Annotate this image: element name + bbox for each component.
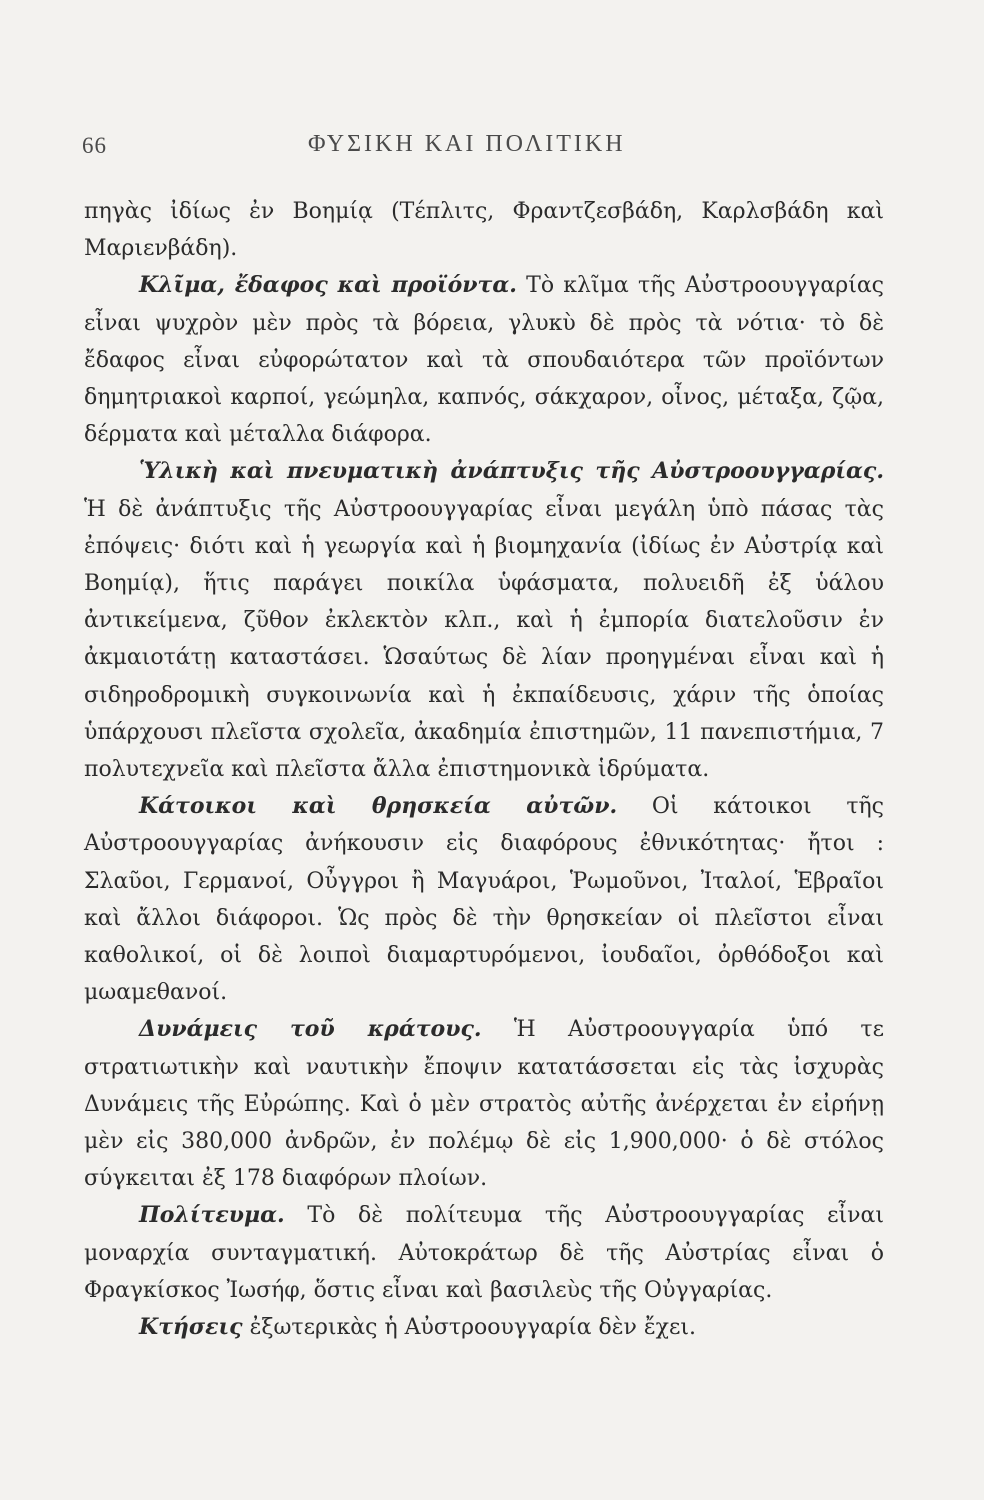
paragraph-forces — [84, 1011, 884, 1197]
section-heading-inhabitants: Κάτοικοι καὶ θρησκεία αὐτῶν. — [139, 793, 618, 820]
body-text — [84, 193, 884, 1346]
section-heading-possessions: Κτήσεις — [139, 1314, 243, 1341]
paragraph-text: Τὸ κλῖμα τῆς Αὐστροουγγαρίας εἶναι ψυχρὸν μὲν πρὸς τὰ βόρεια, γλυκὺ δὲ πρὸς τὰ νότια· τὸ δὲ ἔδαφος εἶναι εὐφορώτατον καὶ τὰ σπουδαιότερα τῶν προϊόντων δημητριακοὶ καρποί, γεώμηλα, καπνός, σάκχαρον, οἶνος, μέταξα, ζῷα, δέρματα καὶ μέταλλα διάφορα. — [84, 273, 885, 448]
paragraph-continuation — [84, 193, 884, 267]
paragraph-text: Οἱ κάτοικοι τῆς Αὐστροουγγαρίας ἀνήκουσιν εἰς διαφόρους ἐθνικότητας· ἤτοι : Σλαῦοι, Γερμανοί, Οὖγγροι ἢ Μαγυάροι, Ῥωμοῦνοι, Ἰταλοί, Ἑβραῖοι καὶ ἄλλοι διάφοροι. Ὡς πρὸς δὲ τὴν θρησκείαν οἱ πλεῖστοι εἶναι καθολικοί, οἱ δὲ λοιποὶ διαμαρτυρόμενοι, ἰουδαῖοι, ὀρθόδοξοι καὶ μωαμεθανοί. — [84, 794, 884, 1006]
section-heading-polity: Πολίτευμα. — [139, 1202, 285, 1229]
paragraph-inhabitants — [84, 788, 884, 1011]
paragraph-text: Ἡ Αὐστροουγγαρία ὑπό τε στρατιωτικὴν καὶ ναυτικὴν ἔποψιν κατατάσσεται εἰς τὰς ἰσχυρὰς Δυνάμεις τῆς Εὐρώπης. Καὶ ὁ μὲν στρατὸς αὐτῆς ἀνέρχεται ἐν εἰρήνῃ μὲν εἰς 380,000 ἀνδρῶν, ἐν πολέμῳ δὲ εἰς 1,900,000· ὁ δὲ στόλος σύγκειται ἐξ 178 διαφόρων πλοίων. — [84, 1017, 884, 1192]
section-heading-forces: Δυνάμεις τοῦ κράτους. — [139, 1016, 482, 1043]
section-heading-climate: Κλῖμα, ἔδαφος καὶ προϊόντα. — [139, 272, 517, 299]
running-title: ΦΥΣΙΚΗ ΚΑΙ ΠΟΛΙΤΙΚΗ — [308, 131, 626, 157]
paragraph-text: ἐξωτερικὰς ἡ Αὐστροουγγαρία δὲν ἔχει. — [249, 1315, 697, 1341]
paragraph-polity — [84, 1197, 884, 1309]
section-heading-development: Ὑλικὴ καὶ πνευματικὴ ἀνάπτυξις τῆς Αὐστροουγγαρίας. — [139, 458, 884, 485]
paragraph-text: πηγὰς ἰδίως ἐν Βοημίᾳ (Τέπλιτς, Φραντζεσβάδη, Καρλσβάδη καὶ Μαριενβάδη). — [84, 199, 884, 262]
paragraph-text: Τὸ δὲ πολίτευμα τῆς Αὐστροουγγαρίας εἶναι μοναρχία συνταγματική. Αὐτοκράτωρ δὲ τῆς Αὐστρίας εἶναι ὁ Φραγκίσκος Ἰωσήφ, ὅστις εἶναι καὶ βασιλεὺς τῆς Οὐγγαρίας. — [84, 1203, 884, 1303]
page-number: 66 — [82, 133, 107, 158]
paragraph-climate — [84, 267, 884, 453]
running-head — [0, 125, 984, 165]
paragraph-possessions — [84, 1309, 884, 1346]
paragraph-text: Ἡ δὲ ἀνάπτυξις τῆς Αὐστροουγγαρίας εἶναι μεγάλη ὑπὸ πάσας τὰς ἐπόψεις· διότι καὶ ἡ γεωργία καὶ ἡ βιομηχανία (ἰδίως ἐν Αὐστρίᾳ καὶ Βοημίᾳ), ἥτις παράγει ποικίλα ὑφάσματα, πολυειδῆ ἐξ ὑάλου ἀντικείμενα, ζῦθον ἐκλεκτὸν κλπ., καὶ ἡ ἐμπορία διατελοῦσιν ἐν ἀκμαιοτάτῃ καταστάσει. Ὡσαύτως δὲ λίαν προηγμέναι εἶναι καὶ ἡ σιδηροδρομικὴ συγκοινωνία καὶ ἡ ἐκπαίδευσις, χάριν τῆς ὁποίας ὑπάρχουσι πλεῖστα σχολεῖα, ἀκαδημία ἐπιστημῶν, 11 πανεπιστήμια, 7 πολυτεχνεῖα καὶ πλεῖστα ἄλλα ἐπιστημονικὰ ἱδρύματα. — [84, 496, 884, 783]
paragraph-development — [84, 453, 884, 788]
